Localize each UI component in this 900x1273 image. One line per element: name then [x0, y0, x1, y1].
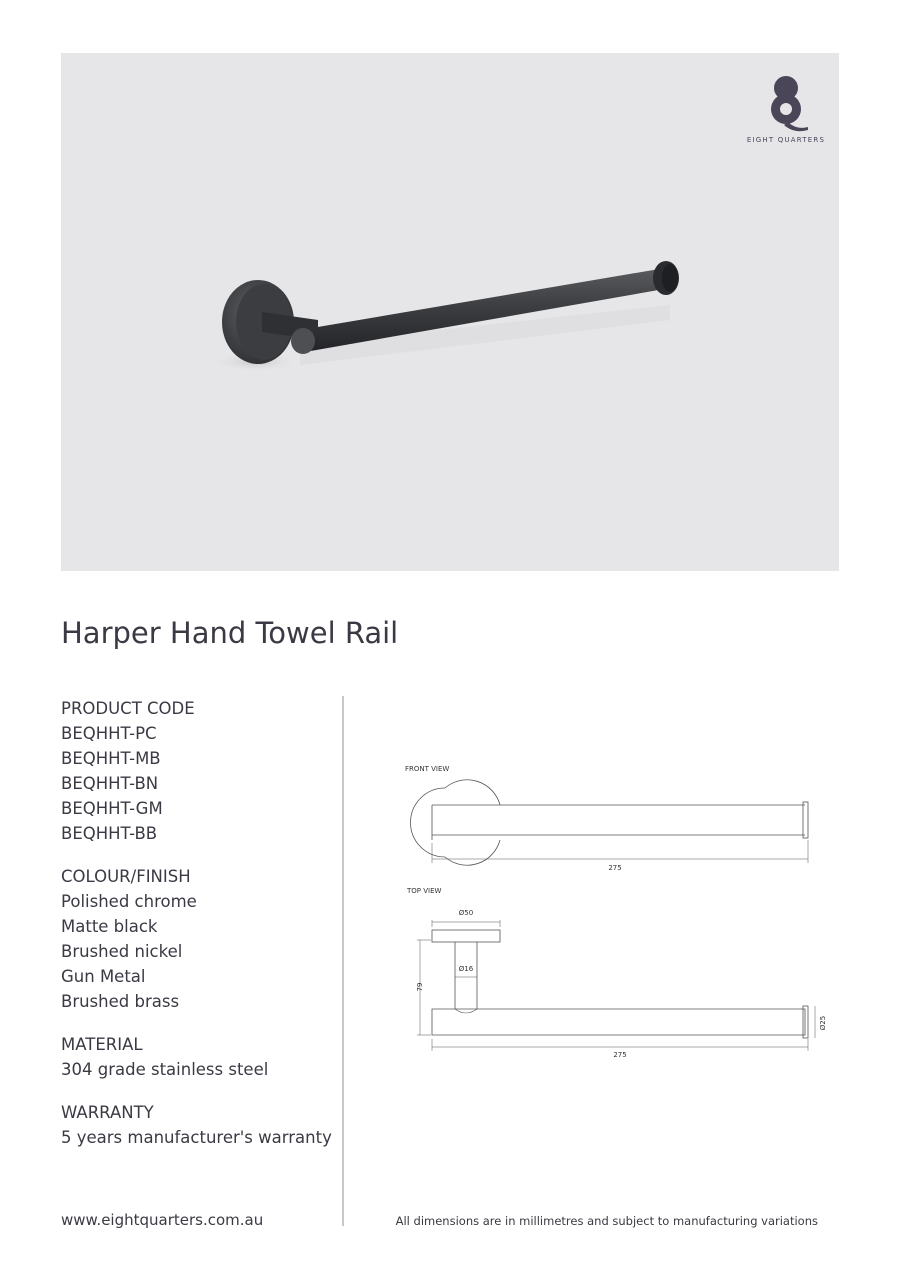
spec-item: Brushed brass	[61, 992, 180, 1011]
spec-item: BEQHHT-BN	[61, 774, 159, 793]
product-image	[200, 240, 700, 400]
front-view-label: FRONT VIEW	[405, 765, 450, 773]
spec-group-warranty	[61, 1100, 341, 1150]
spec-item: Gun Metal	[61, 967, 146, 986]
specs-column	[61, 696, 341, 1168]
spec-group-material	[61, 1032, 341, 1082]
front-backplate-outline	[411, 788, 446, 857]
brand-logo	[735, 72, 837, 152]
spec-item: Polished chrome	[61, 892, 197, 911]
arm-diameter-label: Ø16	[458, 965, 474, 973]
spec-heading: COLOUR/FINISH	[61, 867, 191, 886]
spec-group-colour-finish	[61, 864, 341, 1014]
dimensions-disclaimer: All dimensions are in millimetres and subject to manufacturing variations	[395, 1214, 818, 1228]
brand-name: EIGHT QUARTERS	[746, 136, 826, 144]
spec-item: Matte black	[61, 917, 158, 936]
spec-item: BEQHHT-PC	[61, 724, 157, 743]
rail-end-cap-left	[291, 328, 315, 354]
spec-item: BEQHHT-GM	[61, 799, 163, 818]
spec-item: BEQHHT-MB	[61, 749, 161, 768]
spec-item: 304 grade stainless steel	[61, 1060, 269, 1079]
backplate-diameter-label: Ø50	[458, 909, 474, 917]
front-length-label: 275	[608, 864, 622, 872]
end-diameter-label: Ø25	[819, 1015, 827, 1031]
spec-heading: MATERIAL	[61, 1035, 143, 1054]
spec-item: 5 years manufacturer's warranty	[61, 1128, 332, 1147]
website-link[interactable]: www.eightquarters.com.au	[61, 1211, 264, 1229]
front-view	[411, 780, 809, 865]
spec-item: BEQHHT-BB	[61, 824, 158, 843]
spec-heading: PRODUCT CODE	[61, 699, 195, 718]
spec-item: Brushed nickel	[61, 942, 183, 961]
top-bar	[432, 1009, 805, 1035]
brand-logo-mark-icon	[758, 72, 814, 132]
top-backplate	[432, 930, 500, 942]
top-view-label: TOP VIEW	[407, 887, 442, 895]
product-title: Harper Hand Towel Rail	[61, 616, 399, 650]
spec-group-product-code	[61, 696, 341, 846]
depth-label: 79	[416, 982, 424, 992]
spec-heading: WARRANTY	[61, 1103, 154, 1122]
column-divider	[342, 696, 344, 1226]
top-view	[417, 920, 815, 1051]
technical-drawing	[395, 755, 845, 1075]
rail-end-cap-face	[662, 264, 678, 292]
top-length-label: 275	[613, 1051, 627, 1059]
